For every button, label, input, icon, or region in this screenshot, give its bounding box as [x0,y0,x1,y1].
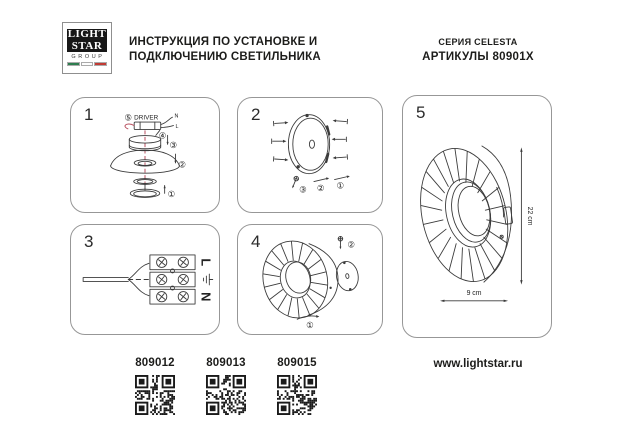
wire-label-n: N [174,113,179,120]
step-number: 5 [416,103,426,122]
panel-step-1 [70,97,220,213]
lamp-dimension-drawing [403,96,551,337]
step-callout-2: ② [178,159,186,170]
series-block [402,37,554,63]
legend-callout-1: ① [336,180,345,191]
page-title-line2: ПОДКЛЮЧЕНИЮ СВЕТИЛЬНИКА [129,50,321,63]
lightstar-logo [62,22,112,74]
panel-step-4 [237,224,383,335]
article-code: 809012 [135,357,175,369]
step-number: 4 [251,232,261,251]
logo-word-star: STAR [67,41,107,53]
articles-label: АРТИКУЛЫ 80901X [422,51,534,63]
driver-label: DRIVER [134,114,159,122]
step-number: 3 [84,232,94,251]
panel-step-3 [70,224,220,335]
article-code: 809015 [277,357,317,369]
qr-code [135,375,175,415]
step-callout-4: ④ [158,130,167,141]
article-column [194,357,258,415]
shade-ribs [263,242,327,318]
logo-word-light: LIGHT [67,28,107,40]
qr-code [277,375,317,415]
step-callout-1: ① [306,320,314,331]
panel-dimensions [402,95,552,338]
step-callout-5: ⑤ [124,112,132,123]
earth-ground-icon [203,274,212,285]
qr-code [206,375,246,415]
legend-callout-3: ③ [299,184,307,195]
step-number: 2 [251,105,261,124]
step-callout-2: ② [347,239,355,250]
italian-flag-icon [67,62,107,66]
width-dimension-label: 9 cm [466,289,482,297]
article-column [123,357,187,415]
terminal-label-n: N [198,292,214,302]
article-column [265,357,329,415]
website-url: www.lightstar.ru [433,358,523,370]
page-title-line1: ИНСТРУКЦИЯ ПО УСТАНОВКЕ И [129,36,318,48]
series-label: СЕРИЯ CELESTA [438,37,518,47]
panel-step-2 [237,97,383,213]
article-code: 809013 [206,357,246,369]
page-title [129,35,321,64]
logo-word-group: GROUP [71,54,105,60]
wire-label-l: L [175,123,179,130]
step-callout-1: ① [167,189,176,200]
shade-ribs [421,149,507,281]
terminal-label-l: L [198,258,214,267]
legend-callout-2: ② [316,182,325,193]
step-number: 1 [84,105,94,124]
height-dimension-label: 22 cm [525,206,533,226]
step-callout-3: ③ [169,140,178,151]
